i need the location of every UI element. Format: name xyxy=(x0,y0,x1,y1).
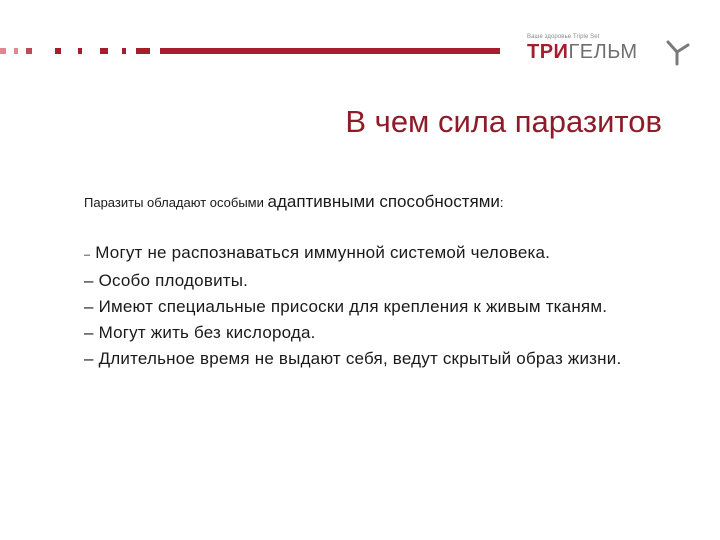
bar-segment xyxy=(78,48,82,54)
list-item-text: Могут не распознаваться иммунной системой человека. xyxy=(90,243,551,262)
list-item xyxy=(84,268,654,294)
list-item-text: Могут жить без кислорода. xyxy=(93,323,316,342)
logo-caption: Вашe здоровье Triple Set xyxy=(527,34,600,40)
logo-word-part1: ТРИ xyxy=(527,41,569,63)
list-item xyxy=(84,346,654,372)
list-item xyxy=(84,240,654,268)
logo-word-part2: ГЕЛЬМ xyxy=(568,41,638,63)
bar-segment xyxy=(136,48,150,54)
bar-segment xyxy=(160,48,500,54)
list-item xyxy=(84,294,654,320)
bar-segment xyxy=(100,48,108,54)
intro-colon: : xyxy=(499,195,504,210)
bar-segment xyxy=(0,48,6,54)
bar-segment xyxy=(26,48,32,54)
trident-icon xyxy=(663,38,691,66)
bar-segment xyxy=(14,48,18,54)
intro-line xyxy=(84,192,504,212)
logo-wordmark xyxy=(527,41,638,63)
slide-title: В чем сила паразитов xyxy=(345,104,662,139)
intro-emphasis: адаптивными способностями xyxy=(267,192,500,211)
bullet-dash: – xyxy=(84,249,91,261)
decorative-top-bar xyxy=(0,48,500,54)
list-item xyxy=(84,320,654,346)
bar-segment xyxy=(122,48,126,54)
list-item-text: Длительное время не выдают себя, ведут скрытый образ жизни. xyxy=(93,349,622,368)
bar-segment xyxy=(55,48,61,54)
bullet-list xyxy=(84,240,654,372)
bullet-dash: – xyxy=(84,271,94,290)
list-item-text: Особо плодовиты. xyxy=(93,271,249,290)
intro-text: Паразиты обладают особыми xyxy=(84,195,268,210)
brand-logo xyxy=(527,34,697,66)
bullet-dash: – xyxy=(84,297,94,316)
list-item-text: Имеют специальные присоски для крепления к живым тканям. xyxy=(93,297,608,316)
bullet-dash: – xyxy=(84,349,94,368)
bullet-dash: – xyxy=(84,323,94,342)
